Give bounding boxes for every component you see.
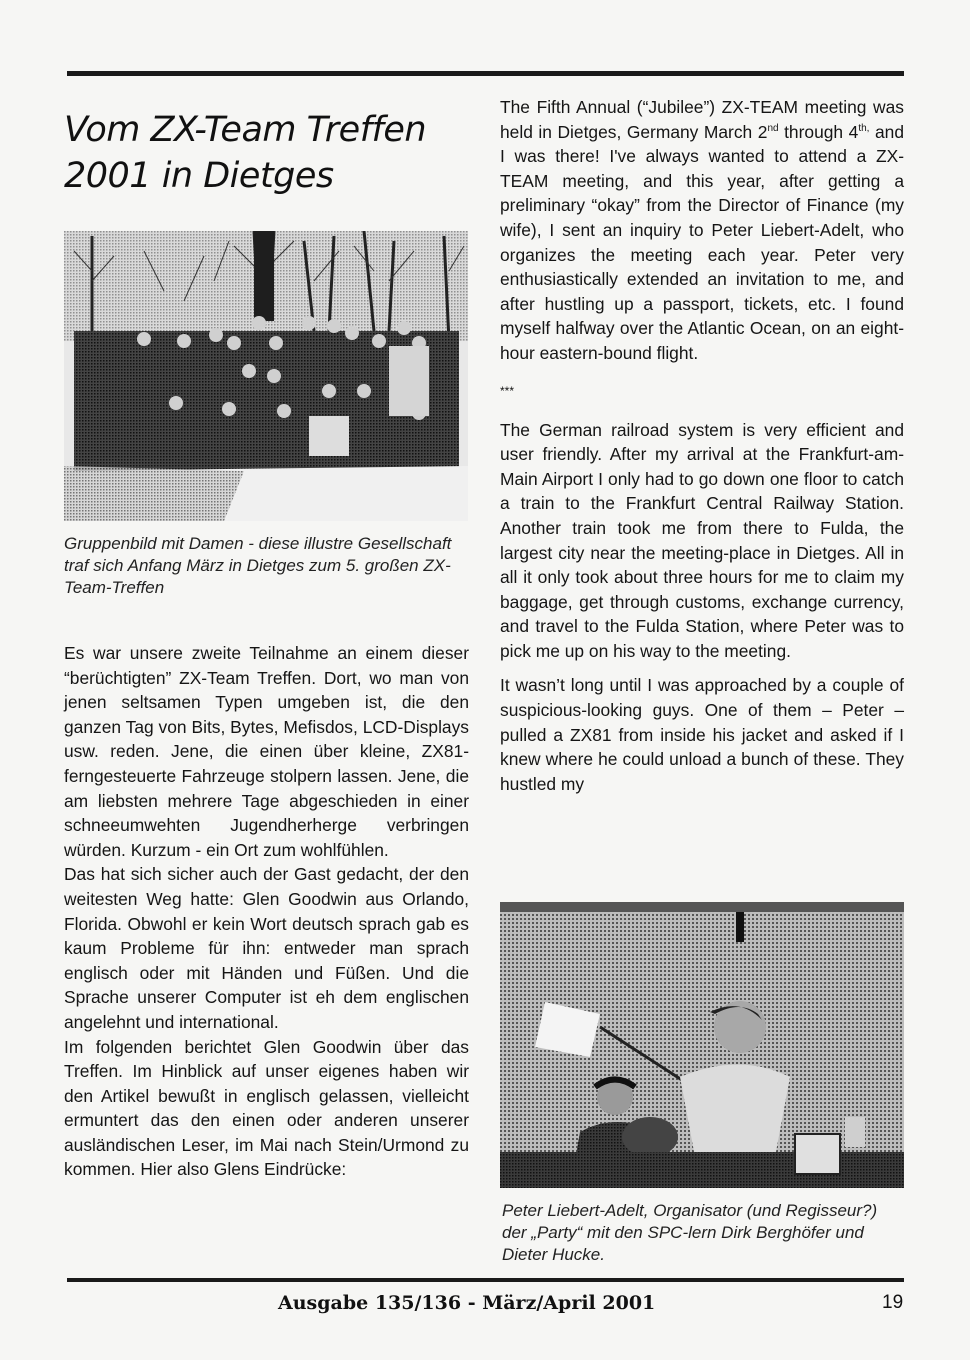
group-photo-image	[64, 231, 468, 521]
right-paragraph-3: It wasn’t long until I was approached by a couple of suspicious-looking guys. One of them – Peter – pulled a ZX81 from inside his jacket and asked if I knew where he could unload a bunch of these. They hustled my	[500, 675, 904, 794]
p1-text-b: through 4	[778, 121, 859, 142]
superscript-th: th,	[858, 122, 870, 134]
title-line-2: 2001 in Dietges	[64, 156, 334, 196]
bottom-rule	[67, 1278, 904, 1282]
right-paragraph-1	[500, 95, 904, 366]
group-photo-caption: Gruppenbild mit Damen - diese illustre Gesellschaft traf sich Anfang März in Dietges zum 5. großen ZX-Team-Treffen	[64, 534, 452, 597]
title-line-1: Vom ZX-Team Treffen	[64, 110, 427, 150]
left-paragraph-1: Es war unsere zweite Teilnahme an einem dieser “berüchtigten” ZX-Team Treffen. Dort, wo man von jenen seltsamen Typen umgeben ist, die den ganzen Tag von Bits, Bytes, Mefisdos, LCD-Displays usw. reden. Jene, die einen über kleine, ZX81-ferngesteuerte Fahrzeuge stolpern lassen. Jene, die am liebsten mehrere Tage abgeschieden in einer schneeumwehten Jugendherherge verbringen würden. Kurzum - ein Ort zum wohlfühlen.	[64, 643, 469, 860]
left-column	[64, 95, 469, 1182]
p1-text-c: and I was there! I've always wanted to attend a ZX-TEAM meeting, and this year, after getting a preliminary “okay” from the Director of Finance (my wife), I sent an inquiry to Peter Liebert-Adelt, who organizes the meeting each year. Peter very enthusiastically extended an invitation to me, and after hustling up a passport, tickets, etc. I found myself halfway over the Atlantic Ocean, on an eight-hour eastern-bound flight.	[500, 121, 904, 363]
p1-text-a: The Fifth Annual (“Jubilee”) ZX-TEAM meeting was held in Dietges, Germany March 2	[500, 97, 904, 142]
issue-label: Ausgabe 135/136 - März/April 2001	[278, 1292, 656, 1314]
page-number: 19	[882, 1292, 904, 1313]
article-title	[64, 107, 469, 199]
group-photo	[64, 231, 468, 521]
party-photo-caption: Peter Liebert-Adelt, Organisator (und Regisseur?) der „Party“ mit den SPC-lern Dirk Berghöfer und Dieter Hucke.	[502, 1201, 878, 1264]
right-paragraph-2: The German railroad system is very efficient and user friendly. After my arrival at the Frankfurt-am-Main Airport I only had to go down one floor to catch a train to the Frankfurt Central Railway Station. Another train took me from there to Fulda, the largest city near the meeting-place in Dietges. All in all it only took about three hours for me to claim my baggage, get through customs, exchange currency, and travel to the Fulda Station, where Peter was to pick me up on his way to the meeting.	[500, 419, 904, 661]
page-footer	[0, 1292, 970, 1322]
top-rule	[67, 71, 904, 76]
superscript-nd: nd	[767, 122, 779, 134]
left-paragraph-3: Im folgenden berichtet Glen Goodwin über das Treffen. Im Hinblick auf unser eigenes haben wir den Artikel bewußt in englisch gelassen, vielleicht ermuntert das den einen oder anderen unserer ausländischen Leser, im Mai nach Stein/Urmond zu kommen. Hier also Glens Eindrücke:	[64, 1036, 469, 1180]
section-separator: ***	[500, 383, 515, 398]
party-photo-image	[500, 902, 904, 1188]
left-paragraph-2: Das hat sich sicher auch der Gast gedacht, der den weitesten Weg hatte: Glen Goodwin aus Orlando, Florida. Obwohl er kein Wort deutsch sprach gab es kaum Probleme für ihn: entweder man sprach englisch oder mit Händen und Füßen. Und die Sprache unserer Computer ist eh dem englischen angelehnt und international.	[64, 864, 469, 1032]
right-column	[500, 95, 904, 806]
party-photo	[500, 902, 904, 1188]
